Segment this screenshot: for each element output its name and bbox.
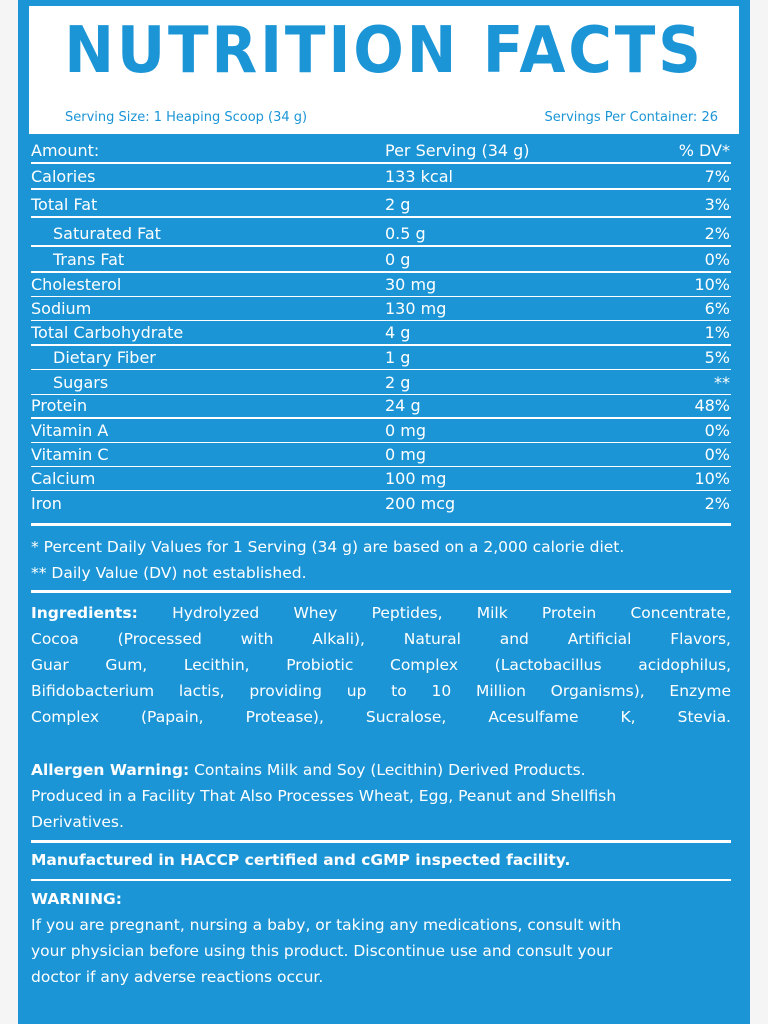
table-row <box>31 419 731 443</box>
divider <box>31 515 731 526</box>
table-row <box>31 297 731 321</box>
ingredients-line: Cocoa (Processed with Alkali), Natural and Artificial Flavors, <box>31 630 731 648</box>
label-title: NUTRITION FACTS <box>64 14 704 88</box>
nutrient-name: Iron <box>31 494 62 513</box>
nutrient-amount: 4 g <box>385 323 411 342</box>
warning-section <box>31 886 731 990</box>
header-amount-label: Amount: <box>31 141 100 160</box>
nutrient-amount: 2 g <box>385 195 411 214</box>
table-row <box>31 273 731 297</box>
warning-heading: WARNING: <box>31 890 122 908</box>
nutrient-dv: 48% <box>694 396 730 415</box>
table-row <box>31 247 731 273</box>
nutrient-name: Trans Fat <box>53 250 125 269</box>
warning-line: doctor if any adverse reactions occur. <box>31 968 324 986</box>
serving-info <box>65 110 718 125</box>
nutrient-name: Calcium <box>31 469 96 488</box>
table-row <box>31 164 731 190</box>
nutrient-dv: 2% <box>704 224 730 243</box>
nutrient-dv: 3% <box>704 195 730 214</box>
ingredients-heading: Ingredients: <box>31 604 138 622</box>
nutrient-amount: 133 kcal <box>385 167 453 186</box>
nutrient-amount: 0 g <box>385 250 411 269</box>
ingredients-line: Complex (Papain, Protease), Sucralose, Acesulfame K, Stevia. <box>31 708 731 726</box>
manufactured-statement: Manufactured in HACCP certified and cGMP inspected facility. <box>31 851 571 869</box>
allergen-section <box>31 757 731 835</box>
nutrient-dv: 7% <box>704 167 730 186</box>
nutrient-dv: ** <box>714 373 730 392</box>
nutrient-amount: 30 mg <box>385 275 437 294</box>
nutrient-name: Total Fat <box>31 195 98 214</box>
nutrition-table <box>31 138 731 526</box>
nutrient-amount: 0 mg <box>385 421 427 440</box>
table-row <box>31 491 731 515</box>
header-per-serving: Per Serving (34 g) <box>385 141 530 160</box>
nutrient-name: Saturated Fat <box>53 224 161 243</box>
nutrient-amount: 2 g <box>385 373 411 392</box>
divider <box>31 840 731 843</box>
warning-line: your physician before using this product. Discontinue use and consult your <box>31 942 613 960</box>
nutrient-name: Total Carbohydrate <box>31 323 184 342</box>
nutrient-dv: 0% <box>704 250 730 269</box>
nutrient-name: Sugars <box>53 373 109 392</box>
label-header <box>29 6 739 134</box>
table-row <box>31 395 731 419</box>
footnotes <box>31 534 731 586</box>
table-row <box>31 443 731 467</box>
nutrition-table-header <box>31 138 731 164</box>
nutrient-dv: 2% <box>704 494 730 513</box>
table-row <box>31 321 731 346</box>
table-row <box>31 218 731 247</box>
manufacturing-section <box>31 847 731 873</box>
nutrient-name: Sodium <box>31 299 92 318</box>
footnote-dv: * Percent Daily Values for 1 Serving (34 g) are based on a 2,000 calorie diet. <box>31 538 625 556</box>
nutrient-dv: 0% <box>704 421 730 440</box>
nutrition-label-panel <box>18 0 750 1024</box>
allergen-line: Allergen Warning: Contains Milk and Soy (Lecithin) Derived Products. <box>31 761 586 779</box>
ingredients-line: Guar Gum, Lecithin, Probiotic Complex (Lactobacillus acidophilus, <box>31 656 731 674</box>
table-row <box>31 370 731 395</box>
allergen-heading: Allergen Warning: <box>31 761 190 779</box>
nutrient-dv: 0% <box>704 445 730 464</box>
nutrient-amount: 0 mg <box>385 445 427 464</box>
nutrient-amount: 1 g <box>385 348 411 367</box>
ingredients-section <box>31 600 731 730</box>
nutrient-amount: 100 mg <box>385 469 447 488</box>
warning-line: If you are pregnant, nursing a baby, or taking any medications, consult with <box>31 916 622 934</box>
nutrient-name: Protein <box>31 396 88 415</box>
serving-size: Serving Size: 1 Heaping Scoop (34 g) <box>65 110 308 125</box>
nutrient-dv: 6% <box>704 299 730 318</box>
table-row <box>31 346 731 370</box>
nutrient-name: Vitamin A <box>31 421 109 440</box>
nutrient-dv: 5% <box>704 348 730 367</box>
footnote-not-established: ** Daily Value (DV) not established. <box>31 564 307 582</box>
allergen-line: Produced in a Facility That Also Processes Wheat, Egg, Peanut and Shellfish <box>31 787 617 805</box>
ingredients-line: Bifidobacterium lactis, providing up to 10 Million Organisms), Enzyme <box>31 682 731 700</box>
servings-per-container: Servings Per Container: 26 <box>544 110 718 125</box>
table-row <box>31 190 731 218</box>
nutrient-name: Dietary Fiber <box>53 348 156 367</box>
nutrient-amount: 130 mg <box>385 299 447 318</box>
nutrient-amount: 0.5 g <box>385 224 426 243</box>
nutrient-name: Calories <box>31 167 96 186</box>
ingredients-line: Ingredients: Hydrolyzed Whey Peptides, Milk Protein Concentrate, <box>31 604 731 622</box>
nutrient-amount: 24 g <box>385 396 421 415</box>
nutrient-dv: 10% <box>694 275 730 294</box>
nutrient-dv: 1% <box>704 323 730 342</box>
divider <box>31 590 731 593</box>
header-dv: % DV* <box>678 141 730 160</box>
nutrient-dv: 10% <box>694 469 730 488</box>
table-row <box>31 467 731 491</box>
nutrient-amount: 200 mcg <box>385 494 456 513</box>
nutrient-name: Cholesterol <box>31 275 122 294</box>
allergen-line: Derivatives. <box>31 813 124 831</box>
divider <box>31 879 731 881</box>
nutrient-name: Vitamin C <box>31 445 109 464</box>
